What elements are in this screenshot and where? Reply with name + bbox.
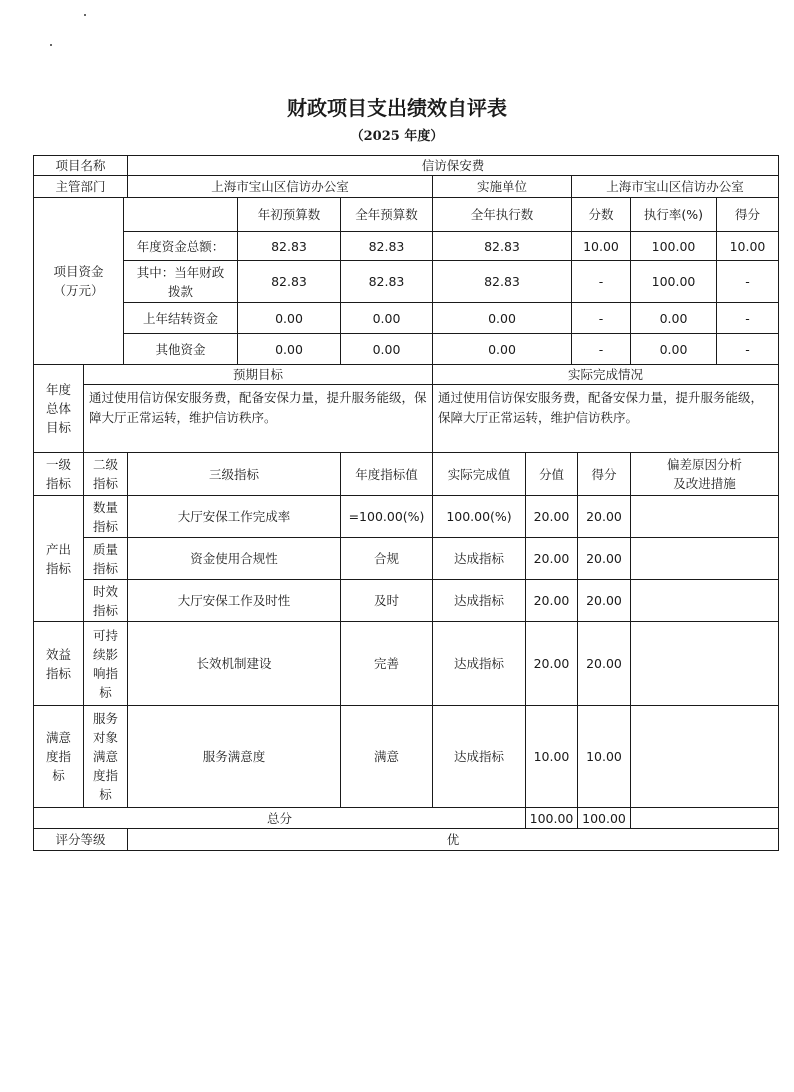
goal-actual-header: 实际完成情况 — [432, 364, 779, 385]
funds-value: 10.00 — [716, 231, 779, 261]
indicator-actual: 达成指标 — [432, 621, 526, 706]
indicator-level2: 可持 续影 响指 标 — [83, 621, 128, 706]
goal-actual-text: 通过使用信访保安服务费，配备安保力量，提升服务能级，保障大厅正常运转，维护信访秩序。 — [432, 384, 779, 453]
indicator-target: =100.00(%) — [340, 495, 433, 538]
page-subtitle: （2025 年度） — [350, 129, 444, 144]
indicator-score: 20.00 — [577, 579, 631, 622]
goal-expected-text: 通过使用信访保安服务费，配备安保力量，提升服务能级，保障大厅正常运转，维护信访秩序。 — [83, 384, 433, 453]
indicator-note — [630, 705, 779, 808]
funds-value: 82.83 — [432, 260, 572, 303]
indicator-level2: 服务 对象 满意 度指 标 — [83, 705, 128, 808]
funds-value: 82.83 — [432, 231, 572, 261]
indicator-actual: 100.00(%) — [432, 495, 526, 538]
funds-value: 0.00 — [630, 333, 717, 365]
indicator-score-value: 20.00 — [525, 537, 578, 580]
funds-value: 100.00 — [630, 260, 717, 303]
indicator-actual: 达成指标 — [432, 579, 526, 622]
dept-value: 上海市宝山区信访办公室 — [127, 175, 433, 198]
indicator-note — [630, 537, 779, 580]
indicator-column-header: 得分 — [577, 452, 631, 496]
funds-value: 82.83 — [340, 231, 433, 261]
indicator-level3: 长效机制建设 — [127, 621, 341, 706]
unit-value: 上海市宝山区信访办公室 — [571, 175, 779, 198]
indicator-column-header: 年度指标值 — [340, 452, 433, 496]
funds-column-header: 年初预算数 — [237, 197, 341, 232]
indicator-column-header: 分值 — [525, 452, 578, 496]
indicator-note — [630, 621, 779, 706]
total-blank — [630, 807, 779, 829]
indicator-level2: 质量 指标 — [83, 537, 128, 580]
indicator-level3: 大厅安保工作完成率 — [127, 495, 341, 538]
indicator-actual: 达成指标 — [432, 705, 526, 808]
indicator-note — [630, 579, 779, 622]
funds-row-label: 其中：当年财政 拨款 — [123, 260, 238, 303]
indicator-target: 合规 — [340, 537, 433, 580]
indicator-score-value: 20.00 — [525, 579, 578, 622]
funds-column-header: 分数 — [571, 197, 631, 232]
funds-value: 100.00 — [630, 231, 717, 261]
funds-value: 10.00 — [571, 231, 631, 261]
indicator-level3: 服务满意度 — [127, 705, 341, 808]
indicator-score: 10.00 — [577, 705, 631, 808]
project-name-value: 信访保安费 — [127, 155, 779, 176]
indicator-level3: 资金使用合规性 — [127, 537, 341, 580]
project-name-label: 项目名称 — [33, 155, 128, 176]
funds-column-header: 全年预算数 — [340, 197, 433, 232]
indicator-level1: 满意 度指 标 — [33, 705, 84, 808]
funds-value: 0.00 — [630, 302, 717, 334]
funds-value: 0.00 — [237, 302, 341, 334]
indicator-target: 满意 — [340, 705, 433, 808]
grade-label: 评分等级 — [33, 828, 128, 851]
funds-column-header: 执行率(%) — [630, 197, 717, 232]
indicator-target: 完善 — [340, 621, 433, 706]
indicator-column-header: 三级指标 — [127, 452, 341, 496]
funds-value: 0.00 — [432, 302, 572, 334]
funds-value: 82.83 — [340, 260, 433, 303]
funds-value: - — [571, 333, 631, 365]
indicator-level1: 效益 指标 — [33, 621, 84, 706]
indicator-column-header: 偏差原因分析 及改进措施 — [630, 452, 779, 496]
goal-label: 年度 总体 目标 — [33, 364, 84, 453]
indicator-score-value: 10.00 — [525, 705, 578, 808]
indicator-level2: 数量 指标 — [83, 495, 128, 538]
goal-expected-header: 预期目标 — [83, 364, 433, 385]
grade-value: 优 — [127, 828, 779, 851]
funds-value: - — [716, 302, 779, 334]
funds-value: 0.00 — [340, 302, 433, 334]
total-score-value: 100.00 — [525, 807, 578, 829]
funds-column-header: 得分 — [716, 197, 779, 232]
funds-value: 82.83 — [237, 231, 341, 261]
indicator-score-value: 20.00 — [525, 621, 578, 706]
indicator-actual: 达成指标 — [432, 537, 526, 580]
total-label: 总分 — [33, 807, 526, 829]
indicator-target: 及时 — [340, 579, 433, 622]
indicator-score: 20.00 — [577, 495, 631, 538]
funds-value: 0.00 — [432, 333, 572, 365]
indicator-score-value: 20.00 — [525, 495, 578, 538]
indicator-column-header: 二级 指标 — [83, 452, 128, 496]
indicator-score: 20.00 — [577, 621, 631, 706]
page-title: 财政项目支出绩效自评表 — [287, 96, 507, 120]
indicator-note — [630, 495, 779, 538]
funds-value: 0.00 — [340, 333, 433, 365]
funds-row-label: 其他资金 — [123, 333, 238, 365]
funds-row-label: 年度资金总额： — [123, 231, 238, 261]
funds-header-blank — [123, 197, 238, 232]
dept-label: 主管部门 — [33, 175, 128, 198]
indicator-level2: 时效 指标 — [83, 579, 128, 622]
indicator-level3: 大厅安保工作及时性 — [127, 579, 341, 622]
funds-value: - — [716, 333, 779, 365]
indicator-level1: 产出 指标 — [33, 495, 84, 622]
unit-label: 实施单位 — [432, 175, 572, 198]
total-score: 100.00 — [577, 807, 631, 829]
funds-value: - — [571, 302, 631, 334]
indicator-column-header: 实际完成值 — [432, 452, 526, 496]
funds-label: 项目资金 （万元） — [33, 197, 124, 365]
indicator-score: 20.00 — [577, 537, 631, 580]
funds-value: 0.00 — [237, 333, 341, 365]
funds-value: 82.83 — [237, 260, 341, 303]
funds-column-header: 全年执行数 — [432, 197, 572, 232]
funds-value: - — [571, 260, 631, 303]
funds-value: - — [716, 260, 779, 303]
indicator-column-header: 一级 指标 — [33, 452, 84, 496]
funds-row-label: 上年结转资金 — [123, 302, 238, 334]
